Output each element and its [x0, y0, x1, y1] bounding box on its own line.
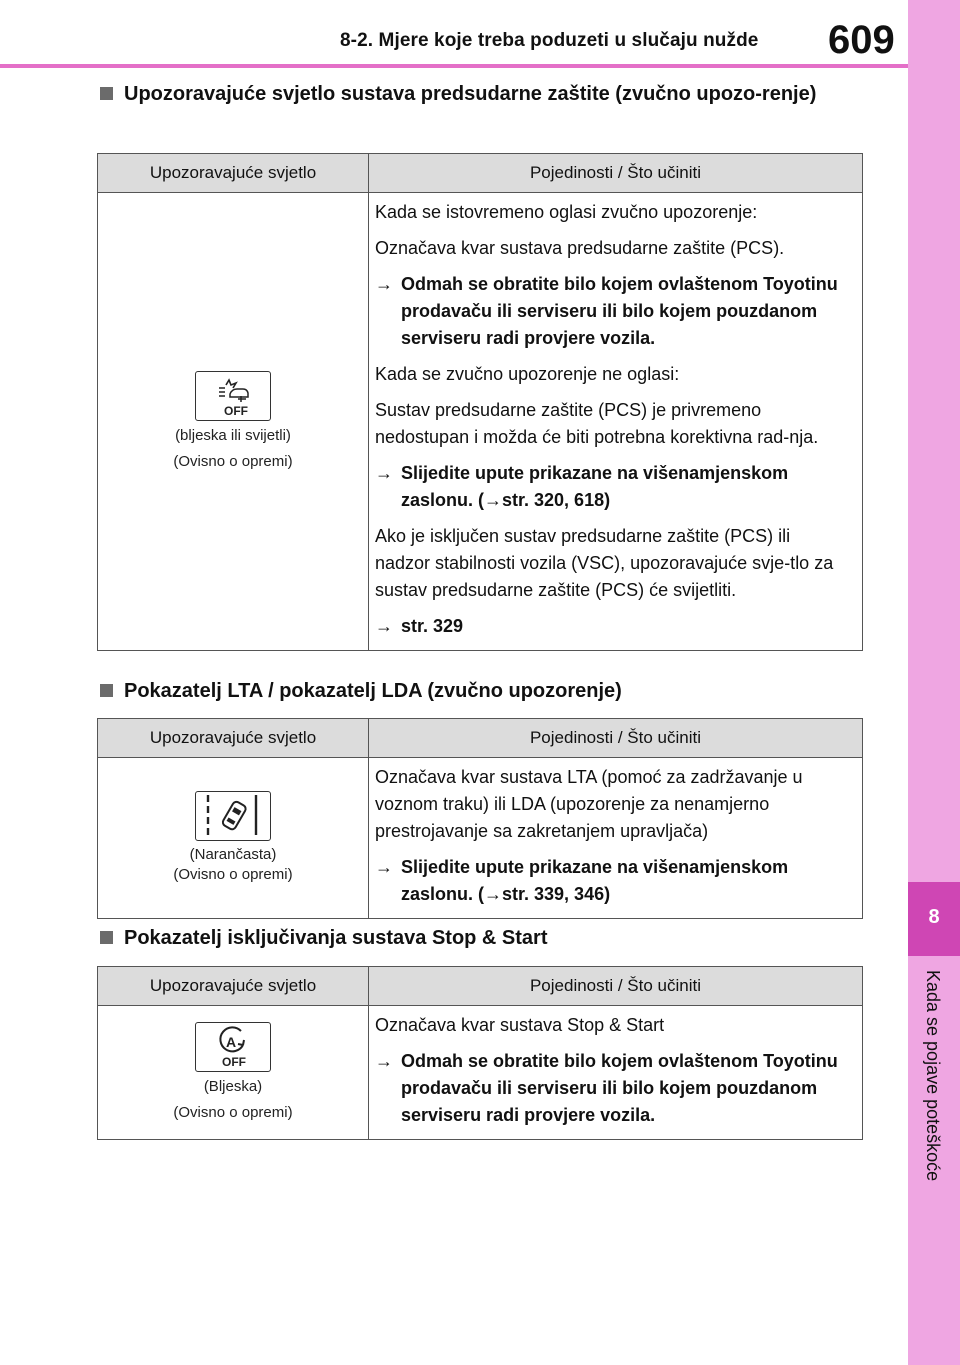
icon-caption-equipment: (Ovisno o opremi) — [173, 866, 293, 883]
action-text: Slijedite upute prikazane na višenamjenskom zaslonu. (→str. 320, 618) — [401, 463, 789, 510]
chapter-number: 8 — [928, 906, 940, 928]
table-header-row — [98, 154, 862, 193]
details-cell — [369, 758, 862, 918]
action-item — [375, 854, 848, 908]
square-bullet-icon — [100, 684, 113, 697]
svg-text:OFF: OFF — [222, 1054, 246, 1069]
table-header-warning-light: Upozoravajuće svjetlo — [98, 719, 369, 757]
table-header-details: Pojedinosti / Što učiniti — [529, 728, 702, 747]
action-text: Odmah se obratite bilo kojem ovlaštenom Toyotinu prodavaču ili serviseru ili bilo kojem pouzdanom serviseru radi provjere vozila. — [401, 274, 838, 348]
table-header-row — [98, 967, 862, 1006]
svg-text:A: A — [226, 1033, 237, 1050]
warning-table-stop-start — [97, 966, 863, 1140]
chapter-title: Kada se pojave poteškoće — [923, 970, 943, 1182]
details-cell — [369, 193, 862, 650]
details-text: Kada se istovremeno oglasi zvučno upozorenje: — [375, 202, 758, 222]
arrow-icon: → — [375, 463, 393, 483]
arrow-icon: → — [375, 1051, 393, 1071]
action-item — [375, 460, 848, 514]
table-header-row — [98, 719, 862, 758]
table-row — [98, 1006, 862, 1139]
icon-caption: (bljeska ili svijetli) — [175, 426, 291, 444]
section-heading-text: Pokazatelj LTA / pokazatelj LDA (zvučno upozorenje) — [124, 680, 622, 702]
action-item — [375, 613, 848, 640]
section-heading-stop-start — [100, 922, 870, 954]
section-heading-text: Pokazatelj isključivanja sustava Stop & Start — [124, 927, 548, 949]
table-header-details: Pojedinosti / Što učiniti — [529, 976, 702, 995]
icon-caption-color: (Narančasta) — [189, 846, 277, 863]
page-number: 609 — [828, 18, 895, 62]
warning-light-cell — [98, 758, 369, 918]
pcs-off-warning-icon — [195, 371, 271, 421]
table-header-details: Pojedinosti / Što učiniti — [529, 163, 702, 182]
section-heading-lta-lda — [100, 675, 870, 707]
details-text: Ako je isključen sustav predsudarne zaštite (PCS) ili nadzor stabilnosti vozila (VSC), upozoravajuće svje-tlo za sustav predsudarne zaštite (PCS) će svijetliti. — [375, 526, 834, 600]
square-bullet-icon — [100, 931, 113, 944]
square-bullet-icon — [100, 87, 113, 100]
details-text: Sustav predsudarne zaštite (PCS) je privremeno nedostupan i možda će biti potrebna korektivna rad-nja. — [375, 400, 819, 447]
action-link[interactable]: str. 329 — [401, 616, 464, 636]
warning-table-pcs — [97, 153, 863, 651]
details-text: Označava kvar sustava Stop & Start — [375, 1015, 665, 1035]
warning-table-lta-lda — [97, 718, 863, 919]
warning-light-cell — [98, 1006, 369, 1139]
icon-caption: (Bljeska) — [203, 1077, 263, 1095]
table-header-warning-light: Upozoravajuće svjetlo — [98, 154, 369, 192]
chapter-title-vertical — [922, 970, 946, 1240]
arrow-icon: → — [375, 857, 393, 877]
action-item — [375, 1048, 848, 1129]
details-cell — [369, 1006, 862, 1139]
details-text: Kada se zvučno upozorenje ne oglasi: — [375, 364, 680, 384]
section-header-title: 8-2. Mjere koje treba poduzeti u slučaju nužde — [340, 30, 759, 51]
table-row — [98, 758, 862, 918]
chapter-number-box — [908, 882, 960, 956]
lane-departure-icon — [195, 791, 271, 841]
stop-start-off-icon — [195, 1022, 271, 1072]
svg-text:OFF: OFF — [224, 403, 248, 418]
arrow-icon: → — [375, 274, 393, 294]
action-text: Slijedite upute prikazane na višenamjenskom zaslonu. (→str. 339, 346) — [401, 857, 789, 904]
details-text: Označava kvar sustava LTA (pomoć za zadržavanje u voznom traku) ili LDA (upozorenje za nenamjerno prestrojavanje sa zakretanjem upravljača) — [375, 767, 803, 841]
section-heading-text: Upozoravajuće svjetlo sustava predsudarne zaštite (zvučno upozo-renje) — [124, 83, 817, 105]
table-row — [98, 193, 862, 650]
table-header-warning-light: Upozoravajuće svjetlo — [98, 967, 369, 1005]
icon-caption-equipment: (Ovisno o opremi) — [173, 1103, 293, 1121]
warning-light-cell — [98, 193, 369, 650]
action-text: Odmah se obratite bilo kojem ovlaštenom Toyotinu prodavaču ili serviseru ili bilo kojem pouzdanom serviseru radi provjere vozila. — [401, 1051, 838, 1125]
section-heading-pcs — [100, 78, 870, 110]
header-divider — [0, 64, 908, 68]
details-text: Označava kvar sustava predsudarne zaštite (PCS). — [375, 238, 785, 258]
icon-caption-equipment: (Ovisno o opremi) — [173, 452, 293, 470]
arrow-icon: → — [375, 616, 393, 636]
action-item — [375, 271, 848, 352]
